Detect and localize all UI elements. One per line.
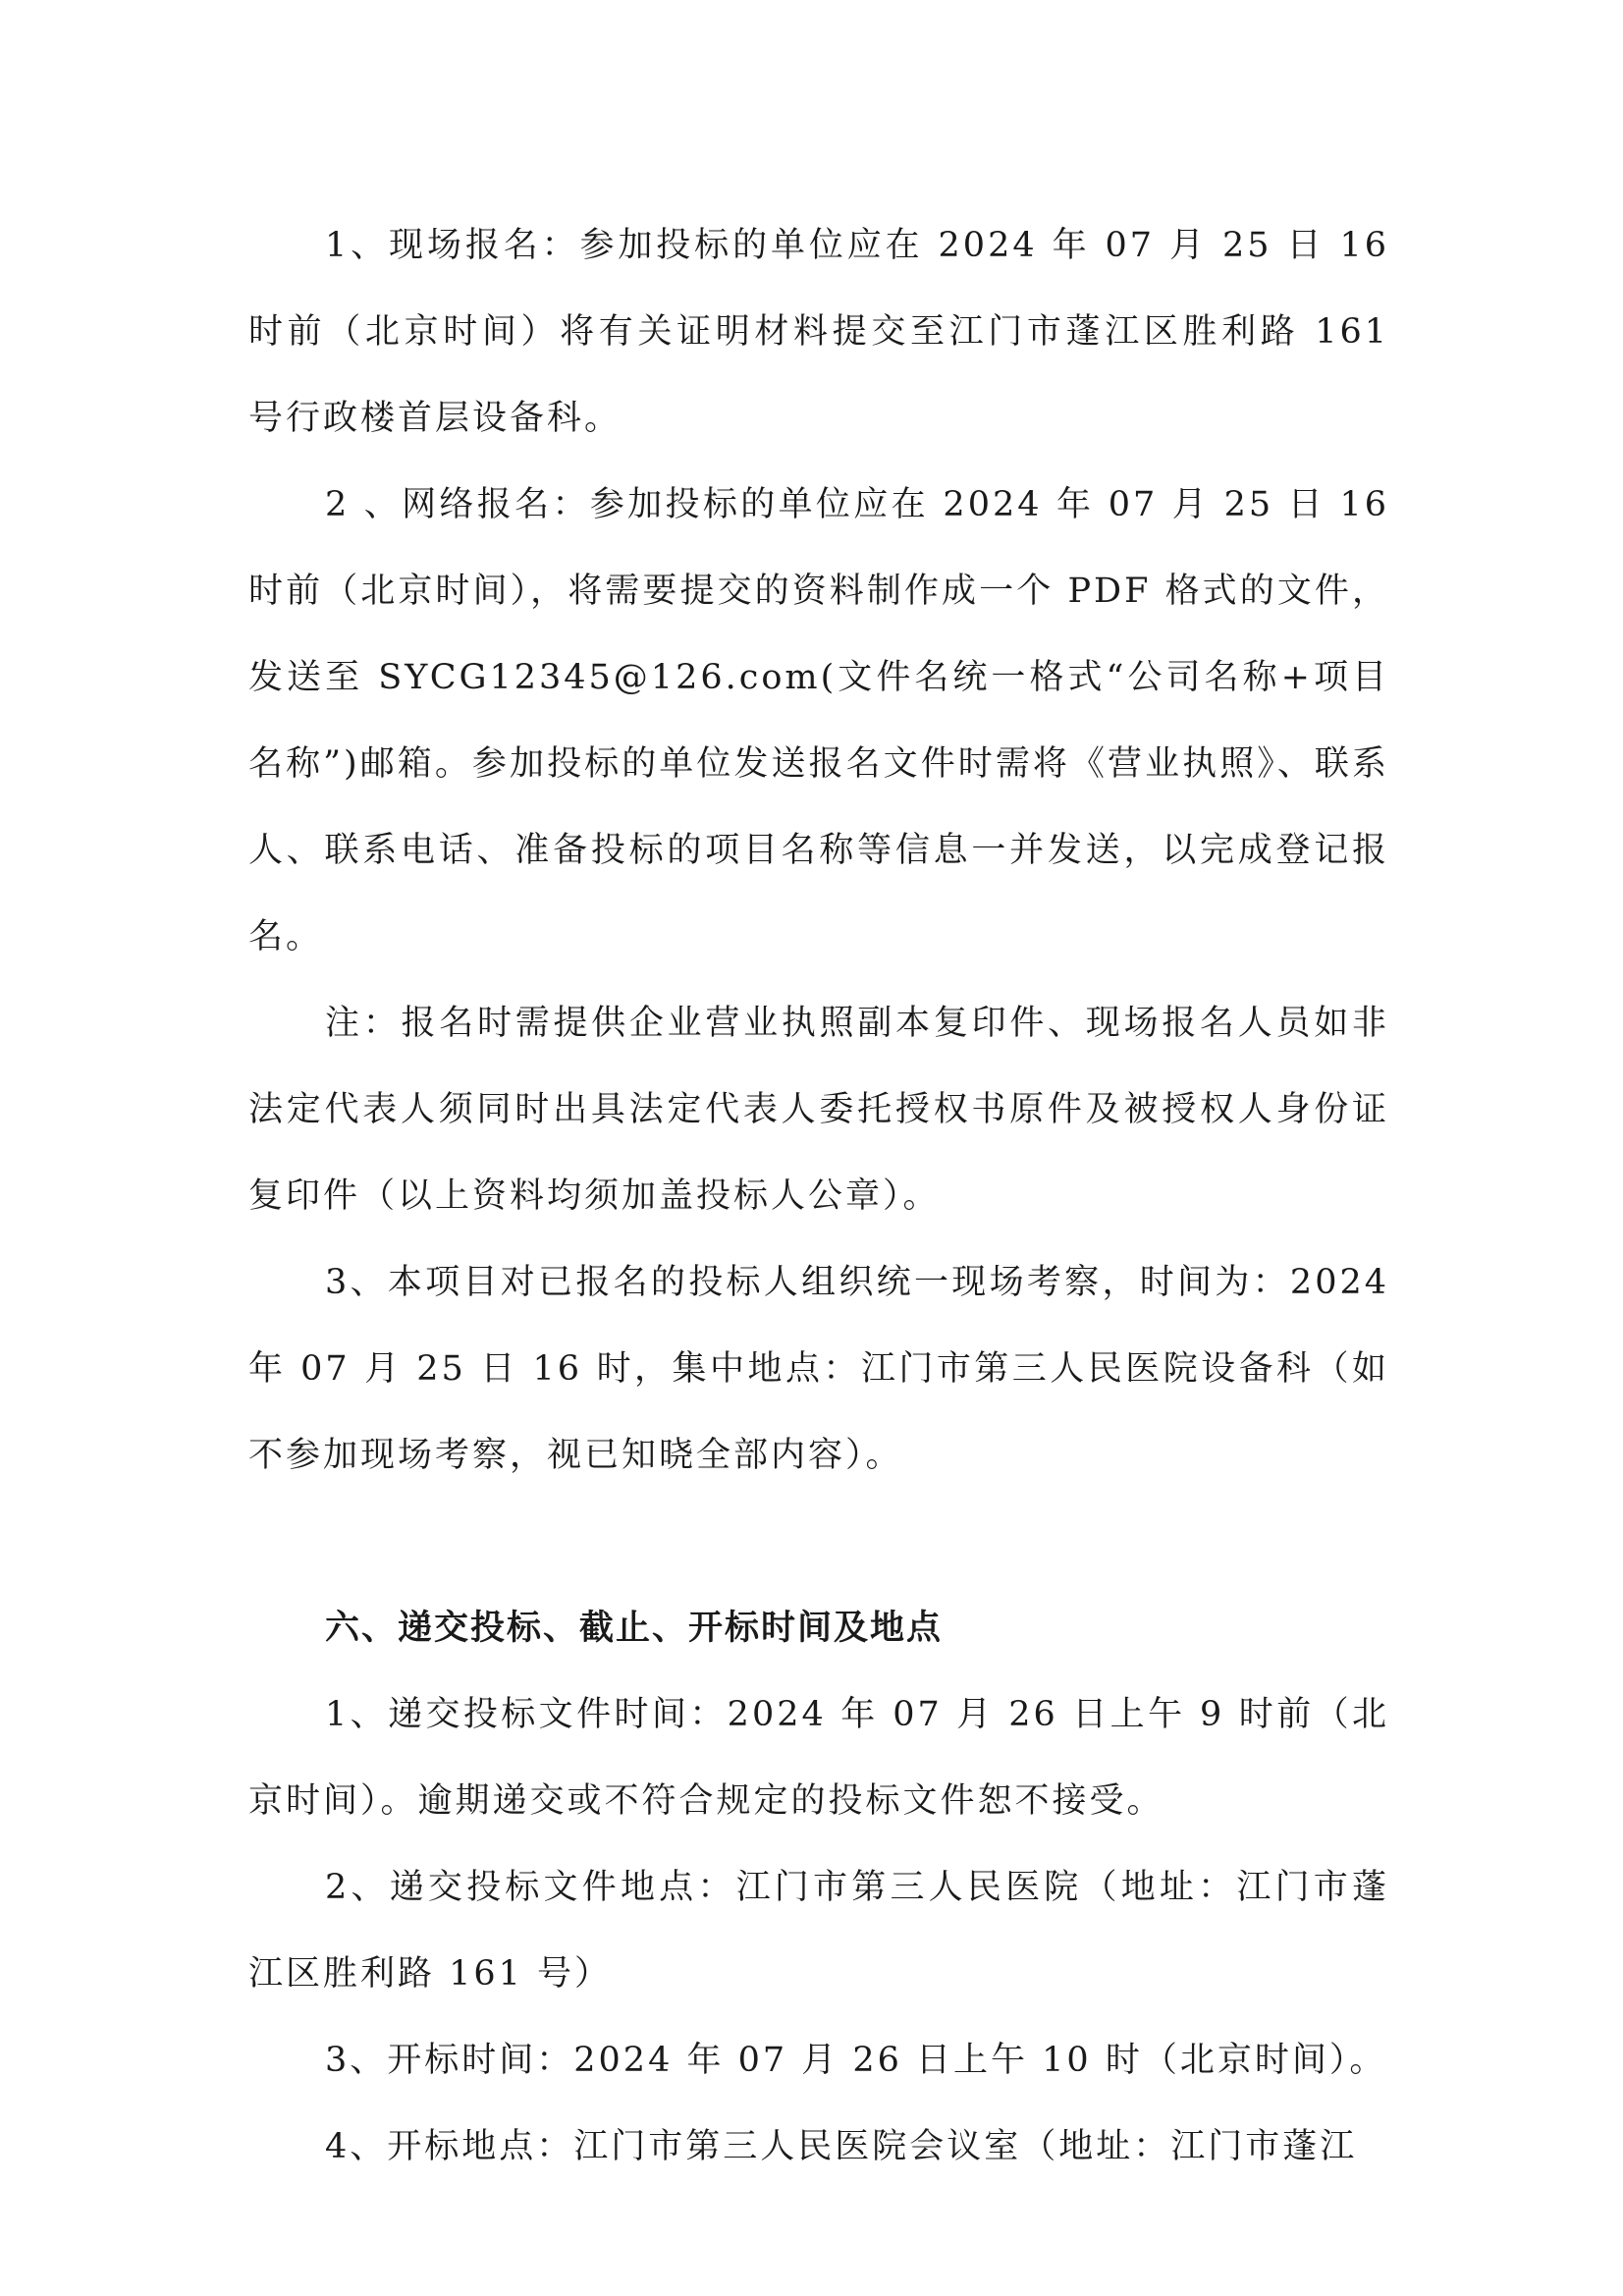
site-inspection-paragraph: 3、本项目对已报名的投标人组织统一现场考察，时间为：2024 年 07 月 25 日 16 时，集中地点：江门市第三人民医院设备科（如不参加现场考察，视已知晓全部内容）。 xyxy=(248,1263,1389,1475)
online-registration-paragraph: 2 、网络报名：参加投标的单位应在 2024 年 07 月 25 日 16 时前（北京时间），将需要提交的资料制作成一个 PDF 格式的文件，发送至 SYCG12345@126.com(文件名统一格式“公司名称+项目名称”)邮箱。参加投标的单位发送报名文件时需将《营业执照》、联系人、联系电话、准备投标的项目名称等信息一并发送，以完成登记报名。 xyxy=(248,485,1389,957)
submission-location-paragraph: 2、递交投标文件地点：江门市第三人民医院（地址：江门市蓬江区胜利路 161 号） xyxy=(248,1868,1389,1994)
opening-location-paragraph: 4、开标地点：江门市第三人民医院会议室（地址：江门市蓬江 xyxy=(325,2127,1358,2166)
section-six-heading: 六、递交投标、截止、开标时间及地点 xyxy=(325,1609,944,1648)
submission-time-paragraph: 1、递交投标文件时间：2024 年 07 月 26 日上午 9 时前（北京时间）。逾期递交或不符合规定的投标文件恕不接受。 xyxy=(248,1695,1389,1821)
onsite-registration-paragraph: 1、现场报名：参加投标的单位应在 2024 年 07 月 25 日 16 时前（北京时间）将有关证明材料提交至江门市蓬江区胜利路 161 号行政楼首层设备科。 xyxy=(248,226,1389,438)
document-body xyxy=(248,202,1389,2190)
opening-time-paragraph: 3、开标时间：2024 年 07 月 26 日上午 10 时（北京时间）。 xyxy=(325,2041,1387,2080)
registration-note-paragraph: 注：报名时需提供企业营业执照副本复印件、现场报名人员如非法定代表人须同时出具法定代表人委托授权书原件及被授权人身份证复印件（以上资料均须加盖投标人公章）。 xyxy=(248,1004,1389,1216)
